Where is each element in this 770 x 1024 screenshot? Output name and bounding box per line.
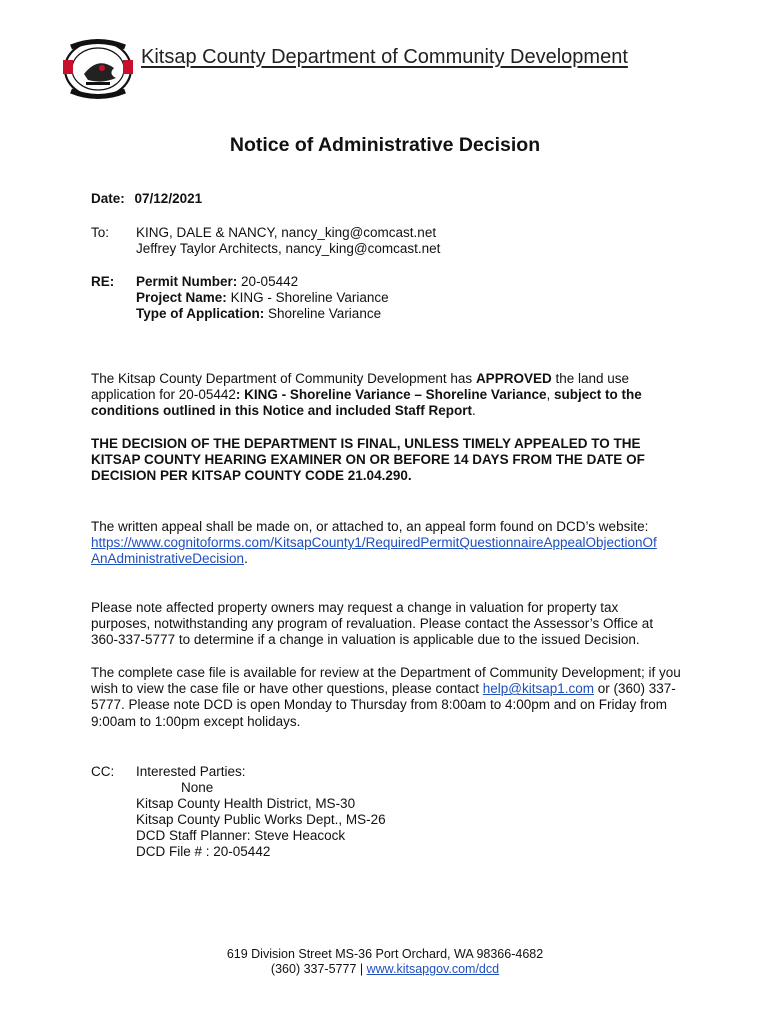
cc-item: None bbox=[181, 780, 214, 795]
to-recipient-line: KING, DALE & NANCY, nancy_king@comcast.net bbox=[136, 225, 437, 240]
approval-text-mid: the land use application for 20-05442 bbox=[91, 371, 630, 403]
footer-phone: (360) 337-5777 | bbox=[270, 962, 367, 976]
re-details bbox=[136, 274, 389, 322]
help-email-link[interactable]: help@kitsap1.com bbox=[482, 681, 594, 697]
department-header-title: Kitsap County Department of Community Development bbox=[141, 46, 628, 68]
date-value: 07/12/2021 bbox=[134, 191, 203, 206]
approval-paragraph bbox=[91, 371, 681, 420]
approval-separator: , bbox=[546, 387, 554, 403]
date-row bbox=[91, 191, 202, 207]
approval-end: . bbox=[472, 403, 476, 419]
final-decision-notice: THE DECISION OF THE DEPARTMENT IS FINAL, UNLESS TIMELY APPEALED TO THE KITSAP COUNTY HEARING EXAMINER ON OR BEFORE 14 DAYS FROM THE DATE OF DECISION PER KITSAP COUNTY CODE 21.04.290. bbox=[91, 436, 645, 484]
approval-text: The Kitsap County Department of Community Development has bbox=[91, 371, 476, 386]
page-footer bbox=[0, 947, 770, 977]
valuation-paragraph: Please note affected property owners may request a change in valuation for property tax purposes, notwithstanding any program of revaluation. Please contact the Assessor’s Office at 360-337-5777 to determine if a change in valuation is applicable due to the issued Decision. bbox=[91, 600, 654, 648]
appeal-end: . bbox=[244, 551, 248, 567]
footer-website-link[interactable]: www.kitsapgov.com/dcd bbox=[366, 962, 500, 976]
cc-file-label: DCD File # : bbox=[136, 844, 210, 859]
approval-project-name: : KING - Shoreline Variance – Shoreline Variance bbox=[235, 387, 547, 403]
application-type-label: Type of Application: bbox=[136, 306, 265, 321]
appeal-paragraph bbox=[91, 519, 681, 568]
cc-item: DCD Staff Planner: Steve Heacock bbox=[136, 828, 346, 843]
approved-status: APPROVED bbox=[475, 371, 552, 386]
case-file-paragraph bbox=[91, 665, 681, 730]
county-seal-logo bbox=[58, 38, 138, 100]
to-recipient-line: Jeffrey Taylor Architects, nancy_king@comcast.net bbox=[136, 241, 441, 256]
cc-item: Kitsap County Public Works Dept., MS-26 bbox=[136, 812, 386, 827]
appeal-form-link-continued[interactable]: AnAdministrativeDecision bbox=[91, 551, 245, 567]
to-recipients bbox=[136, 225, 440, 257]
cc-label: CC: bbox=[91, 764, 115, 779]
date-label: Date: bbox=[91, 191, 125, 206]
case-file-text: The complete case file is available for review at the Department of Community Development; if you wish to view the case file or have other questions, please contact bbox=[91, 665, 681, 697]
project-name-value: KING - Shoreline Variance bbox=[230, 290, 389, 305]
to-label: To: bbox=[91, 225, 110, 240]
re-label: RE: bbox=[91, 274, 115, 289]
footer-contact bbox=[0, 962, 770, 977]
application-type-value: Shoreline Variance bbox=[268, 306, 382, 321]
approval-conditions: subject to the conditions outlined in this Notice and included Staff Report bbox=[91, 387, 642, 419]
cc-file-value: 20-05442 bbox=[213, 844, 271, 859]
appeal-text: The written appeal shall be made on, or attached to, an appeal form found on DCD’s website: bbox=[91, 519, 649, 534]
project-name-label: Project Name: bbox=[136, 290, 227, 305]
notice-title: Notice of Administrative Decision bbox=[229, 134, 541, 156]
appeal-form-link[interactable]: https://www.cognitoforms.com/KitsapCounty1/RequiredPermitQuestionnaireAppealObjectionOf bbox=[91, 535, 657, 551]
cc-item: Kitsap County Health District, MS-30 bbox=[136, 796, 356, 811]
permit-number-value: 20-05442 bbox=[241, 274, 299, 289]
permit-number-line bbox=[136, 274, 389, 290]
footer-address: 619 Division Street MS-36 Port Orchard, WA 98366-4682 bbox=[226, 947, 544, 961]
cc-item: Interested Parties: bbox=[136, 764, 246, 779]
case-file-hours: or (360) 337-5777. Please note DCD is open Monday to Thursday from 8:00am to 4:00pm and on Friday from 9:00am to 1:00pm except holidays. bbox=[91, 681, 676, 729]
permit-number-label: Permit Number: bbox=[136, 274, 238, 289]
project-name-line bbox=[136, 290, 389, 306]
application-type-line bbox=[136, 306, 389, 322]
cc-list bbox=[136, 764, 386, 860]
cc-file-line bbox=[136, 844, 386, 860]
